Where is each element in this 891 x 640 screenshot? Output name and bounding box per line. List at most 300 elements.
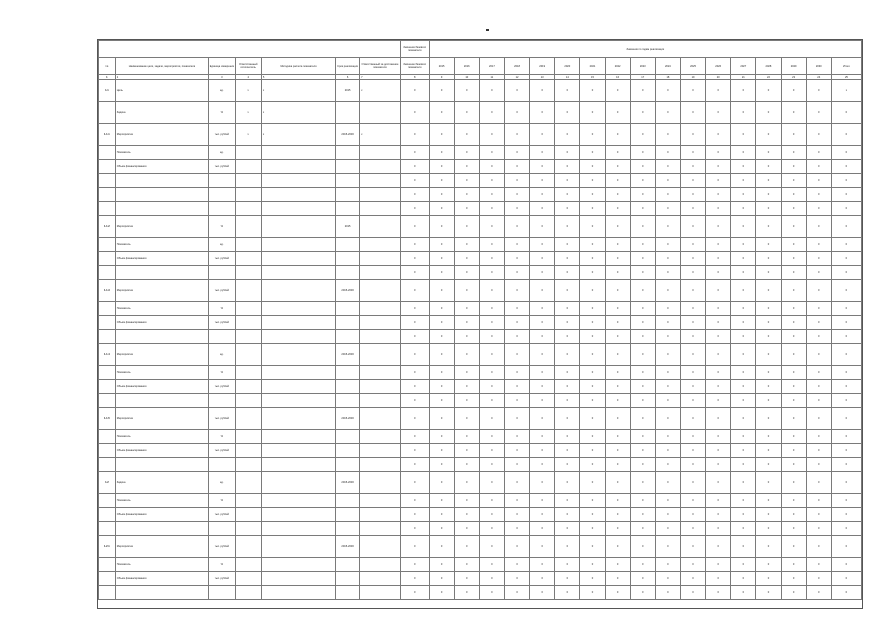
table-cell: 0 (731, 216, 756, 238)
table-cell (360, 344, 401, 366)
table-cell: 0 (429, 394, 454, 408)
table-cell: 0 (605, 536, 630, 558)
table-cell (115, 188, 208, 202)
table-cell: 0 (831, 586, 861, 600)
table-cell (209, 188, 235, 202)
table-cell (360, 238, 401, 252)
table-cell: 0 (504, 124, 529, 146)
table-cell: 0 (479, 146, 504, 160)
table-cell (360, 316, 401, 330)
table-cell: 0 (555, 366, 580, 380)
table-cell (261, 558, 335, 572)
table-cell: 0 (400, 316, 429, 330)
table-cell: 0 (530, 174, 555, 188)
table-cell (99, 572, 116, 586)
table-cell (261, 252, 335, 266)
table-cell: 0 (680, 146, 705, 160)
table-cell: 0 (504, 472, 529, 494)
table-cell (261, 380, 335, 394)
table-cell: 0 (781, 494, 806, 508)
table-cell: 0 (400, 558, 429, 572)
table-cell: 5 (261, 75, 335, 80)
table-cell: 0 (655, 252, 680, 266)
table-cell: 0 (630, 586, 655, 600)
table-cell: 0 (555, 216, 580, 238)
table-cell (235, 316, 261, 330)
table-cell: 0 (680, 238, 705, 252)
table-cell: 0 (580, 188, 605, 202)
table-cell: 0 (555, 394, 580, 408)
table-cell: 0 (831, 536, 861, 558)
table-cell: 22 (756, 75, 781, 80)
table-cell: 0 (605, 238, 630, 252)
table-cell: 0 (831, 494, 861, 508)
table-cell: 0 (504, 174, 529, 188)
table-cell: 0 (454, 494, 479, 508)
table-cell: 0 (806, 188, 831, 202)
table-cell: 0 (831, 252, 861, 266)
table-cell: 0 (781, 444, 806, 458)
table-cell: 0 (555, 280, 580, 302)
column-header: 2022 (605, 58, 630, 75)
table-cell (99, 366, 116, 380)
table-cell: 0 (479, 238, 504, 252)
table-cell: 0 (630, 344, 655, 366)
table-cell: 0 (479, 124, 504, 146)
table-cell (261, 160, 335, 174)
table-cell (99, 558, 116, 572)
table-cell: 21 (731, 75, 756, 80)
table-cell: 0 (831, 380, 861, 394)
table-cell: 0 (680, 558, 705, 572)
table-cell: 0 (530, 558, 555, 572)
table-cell: Объем финансирования (115, 316, 208, 330)
table-cell: 0 (655, 146, 680, 160)
table-cell: 0 (806, 508, 831, 522)
table-cell: 0 (731, 124, 756, 146)
table-cell: 0 (831, 238, 861, 252)
table-cell: 0 (630, 536, 655, 558)
table-cell: 0 (605, 394, 630, 408)
table-cell (360, 494, 401, 508)
table-cell: 0 (530, 444, 555, 458)
table-cell: 0 (400, 330, 429, 344)
table-cell (99, 202, 116, 216)
table-cell: 0 (806, 202, 831, 216)
table-cell: 19 (680, 75, 705, 80)
table-row (99, 174, 862, 188)
table-cell: 0 (555, 536, 580, 558)
table-cell: 0 (555, 330, 580, 344)
table-cell (235, 280, 261, 302)
table-cell: 0 (655, 202, 680, 216)
table-cell (261, 394, 335, 408)
table-cell: 0 (400, 366, 429, 380)
column-header: Ответственный за достижение показателя (360, 58, 401, 75)
table-cell: 0 (655, 344, 680, 366)
table-row (99, 430, 862, 444)
table-cell: 0 (630, 430, 655, 444)
table-cell: 0 (756, 188, 781, 202)
table-cell: 0 (706, 160, 731, 174)
table-cell: Объем финансирования (115, 508, 208, 522)
table-cell (336, 238, 360, 252)
table-cell: 0 (831, 408, 861, 430)
table-cell: 0 (429, 80, 454, 102)
header-group-row (99, 41, 862, 58)
table-cell (235, 394, 261, 408)
table-cell: 0 (831, 572, 861, 586)
table-cell: 0 (706, 80, 731, 102)
table-cell: 0 (630, 316, 655, 330)
table-cell: 0 (806, 408, 831, 430)
table-cell: 0 (756, 266, 781, 280)
table-cell: 0 (781, 522, 806, 536)
table-cell: 0 (731, 494, 756, 508)
table-cell: Мероприятие (115, 536, 208, 558)
table-cell: 0 (400, 160, 429, 174)
table-cell (235, 586, 261, 600)
table-cell: 0 (831, 146, 861, 160)
table-cell: 8 (400, 75, 429, 80)
table-cell: 0 (781, 124, 806, 146)
table-cell: 12 (504, 75, 529, 80)
table-cell: 0 (756, 572, 781, 586)
table-cell: 0 (630, 572, 655, 586)
table-cell: 1 (99, 75, 116, 80)
table-cell (99, 444, 116, 458)
table-cell: 9 (429, 75, 454, 80)
table-cell: 0 (580, 394, 605, 408)
table-cell (261, 586, 335, 600)
table-cell: 0 (605, 586, 630, 600)
table-cell: 0 (454, 394, 479, 408)
table-cell: 0 (504, 330, 529, 344)
table-cell: 0 (630, 124, 655, 146)
table-cell: 0 (400, 238, 429, 252)
table-cell: 0 (706, 380, 731, 394)
table-cell: 0 (429, 316, 454, 330)
table-cell: 0 (680, 316, 705, 330)
table-cell (99, 238, 116, 252)
table-cell: тыс. рублей (209, 408, 235, 430)
table-cell (261, 238, 335, 252)
table-cell: 0 (831, 102, 861, 124)
table-cell: 0 (630, 216, 655, 238)
table-cell: 0 (555, 344, 580, 366)
table-cell: 0 (454, 266, 479, 280)
table-cell: 0 (454, 444, 479, 458)
table-cell: 0 (479, 380, 504, 394)
table-cell: 0 (429, 174, 454, 188)
table-cell: 0 (555, 458, 580, 472)
table-cell: 0 (706, 202, 731, 216)
table-cell: 0 (454, 316, 479, 330)
table-cell (336, 302, 360, 316)
table-cell (235, 536, 261, 558)
table-cell: 0 (630, 522, 655, 536)
table-cell: 0 (580, 572, 605, 586)
table-cell: 0 (530, 146, 555, 160)
table-cell: 0 (504, 266, 529, 280)
table-cell: 0 (605, 558, 630, 572)
table-row (99, 280, 862, 302)
table-cell: 0 (680, 408, 705, 430)
table-cell (261, 202, 335, 216)
table-cell (360, 472, 401, 494)
table-cell: 0 (655, 188, 680, 202)
table-cell: 0 (555, 174, 580, 188)
table-cell: 0 (680, 430, 705, 444)
table-cell (235, 522, 261, 536)
table-cell: 0 (706, 316, 731, 330)
table-cell: 0 (429, 238, 454, 252)
table-cell: 0 (454, 508, 479, 522)
table-cell: 0 (731, 202, 756, 216)
table-cell: 0 (580, 536, 605, 558)
table-cell: 0 (504, 252, 529, 266)
table-cell (235, 380, 261, 394)
table-cell: 0 (580, 458, 605, 472)
table-cell: 0 (630, 494, 655, 508)
table-cell: 0 (831, 202, 861, 216)
table-cell: 0 (731, 330, 756, 344)
table-cell: 0 (454, 160, 479, 174)
table-cell: 0 (655, 238, 680, 252)
table-cell: 0 (680, 124, 705, 146)
table-cell: 0 (400, 444, 429, 458)
table-cell: 0 (580, 102, 605, 124)
table-row (99, 458, 862, 472)
table-cell: 0 (781, 408, 806, 430)
table-cell: 0 (479, 344, 504, 366)
column-header: 2018 (504, 58, 529, 75)
table-cell: 0 (605, 102, 630, 124)
table-cell: 0 (504, 380, 529, 394)
table-cell (336, 146, 360, 160)
table-cell: 0 (479, 160, 504, 174)
table-cell: 0 (630, 202, 655, 216)
table-cell: 2015-2030 (336, 408, 360, 430)
table-cell: 0 (555, 238, 580, 252)
table-cell: 0 (400, 344, 429, 366)
table-cell: 0 (429, 252, 454, 266)
table-cell: 0 (580, 472, 605, 494)
table-cell: 0 (680, 458, 705, 472)
table-cell (336, 330, 360, 344)
table-cell: 0 (580, 586, 605, 600)
table-cell (99, 252, 116, 266)
table-cell: Показатель (115, 238, 208, 252)
table-cell: х (831, 80, 861, 102)
table-cell: 0 (429, 202, 454, 216)
table-cell (360, 536, 401, 558)
table-cell (115, 586, 208, 600)
table-cell: 0 (400, 252, 429, 266)
table-cell: 0 (479, 394, 504, 408)
table-cell (235, 266, 261, 280)
table-cell: 13 (530, 75, 555, 80)
table-cell: 23 (781, 75, 806, 80)
table-cell: 0 (680, 216, 705, 238)
table-cell (336, 558, 360, 572)
table-cell: 0 (731, 536, 756, 558)
table-cell: 0 (630, 238, 655, 252)
table-cell: 0 (831, 508, 861, 522)
table-cell: 0 (630, 302, 655, 316)
table-cell (99, 458, 116, 472)
table-cell (261, 302, 335, 316)
table-cell: 0 (781, 238, 806, 252)
table-cell (235, 238, 261, 252)
table-cell: 0 (731, 252, 756, 266)
table-row (99, 202, 862, 216)
table-cell (235, 160, 261, 174)
table-cell: 0 (429, 572, 454, 586)
column-header: Значение базового показателя (400, 58, 429, 75)
table-cell: 0 (555, 188, 580, 202)
table-cell: 0 (756, 536, 781, 558)
table-cell: 0 (731, 302, 756, 316)
table-cell: 0 (831, 444, 861, 458)
table-cell: 0 (530, 188, 555, 202)
table-cell: 0 (706, 458, 731, 472)
table-cell: 0 (580, 124, 605, 146)
table-cell (99, 586, 116, 600)
table-cell: 0 (580, 344, 605, 366)
table-cell: 0 (479, 494, 504, 508)
table-cell: 16 (605, 75, 630, 80)
table-cell: 0 (605, 366, 630, 380)
table-cell: 0 (479, 102, 504, 124)
table-cell: 0 (756, 252, 781, 266)
table-cell: 0 (400, 394, 429, 408)
table-cell: 0 (706, 174, 731, 188)
table-cell (261, 408, 335, 430)
table-cell: х (261, 124, 335, 146)
table-cell: 0 (630, 146, 655, 160)
table-row (99, 302, 862, 316)
table-cell: 0 (806, 238, 831, 252)
table-cell: 0 (454, 238, 479, 252)
table-cell: 0 (806, 266, 831, 280)
table-cell: 0 (454, 344, 479, 366)
table-cell: 0 (630, 458, 655, 472)
table-cell: 0 (781, 380, 806, 394)
table-cell: 0 (630, 558, 655, 572)
table-cell (261, 280, 335, 302)
table-cell: 0 (479, 366, 504, 380)
table-cell: 0 (781, 508, 806, 522)
table-cell (115, 458, 208, 472)
table-cell: х (360, 80, 401, 102)
table-cell: 11 (479, 75, 504, 80)
table-cell: 0 (706, 444, 731, 458)
table-cell: 0 (400, 80, 429, 102)
table-cell: 0 (781, 252, 806, 266)
table-cell (261, 344, 335, 366)
table-cell: 0 (580, 202, 605, 216)
table-cell: 0 (429, 330, 454, 344)
table-cell: 0 (680, 366, 705, 380)
table-cell (336, 188, 360, 202)
table-cell: 0 (555, 160, 580, 174)
table-cell: % (209, 302, 235, 316)
table-cell: 0 (731, 238, 756, 252)
table-cell: 0 (429, 494, 454, 508)
table-row (99, 252, 862, 266)
table-cell: 0 (680, 102, 705, 124)
column-header: Наименование цели, задачи, мероприятия, показателя (115, 58, 208, 75)
table-cell: 0 (756, 146, 781, 160)
table-cell (261, 316, 335, 330)
table-cell: 1.1.2 (99, 216, 116, 238)
table-cell: 0 (655, 380, 680, 394)
table-cell: ед. (209, 472, 235, 494)
table-cell: ед. (209, 238, 235, 252)
column-header: 2024 (655, 58, 680, 75)
table-cell: 0 (756, 238, 781, 252)
table-cell: 0 (731, 408, 756, 430)
table-cell: тыс. рублей (209, 316, 235, 330)
table-cell: 0 (400, 494, 429, 508)
table-cell: 0 (504, 430, 529, 444)
table-cell: 1.2 (99, 472, 116, 494)
table-row (99, 238, 862, 252)
table-cell: 0 (831, 266, 861, 280)
table-cell: 0 (781, 202, 806, 216)
table-cell: 0 (731, 174, 756, 188)
table-cell (336, 266, 360, 280)
table-cell: 0 (655, 174, 680, 188)
table-cell (99, 430, 116, 444)
table-cell (115, 330, 208, 344)
table-cell: 0 (580, 280, 605, 302)
table-cell: 0 (479, 586, 504, 600)
table-cell (209, 458, 235, 472)
table-cell: 0 (731, 266, 756, 280)
table-cell: Мероприятие (115, 124, 208, 146)
table-cell: 0 (831, 558, 861, 572)
table-cell: 0 (605, 380, 630, 394)
table-cell: 0 (756, 160, 781, 174)
table-cell: 0 (530, 344, 555, 366)
table-cell: 1.1.3 (99, 280, 116, 302)
table-cell: 0 (580, 238, 605, 252)
table-cell (235, 216, 261, 238)
table-cell: 0 (655, 216, 680, 238)
table-cell: 0 (655, 430, 680, 444)
table-cell: тыс. рублей (209, 536, 235, 558)
table-cell: 0 (429, 472, 454, 494)
table-cell: 0 (655, 366, 680, 380)
table-cell: % (209, 558, 235, 572)
table-cell: 0 (806, 444, 831, 458)
table-cell: 0 (504, 522, 529, 536)
table-cell: 0 (454, 188, 479, 202)
table-cell: 0 (706, 508, 731, 522)
table-cell: 0 (504, 102, 529, 124)
table-cell: 0 (806, 344, 831, 366)
table-cell (235, 508, 261, 522)
table-cell: 0 (580, 266, 605, 280)
table-row (99, 472, 862, 494)
table-cell (261, 522, 335, 536)
table-cell: х (261, 102, 335, 124)
table-cell: 0 (605, 522, 630, 536)
table-cell: 0 (605, 316, 630, 330)
table-cell: 0 (555, 472, 580, 494)
